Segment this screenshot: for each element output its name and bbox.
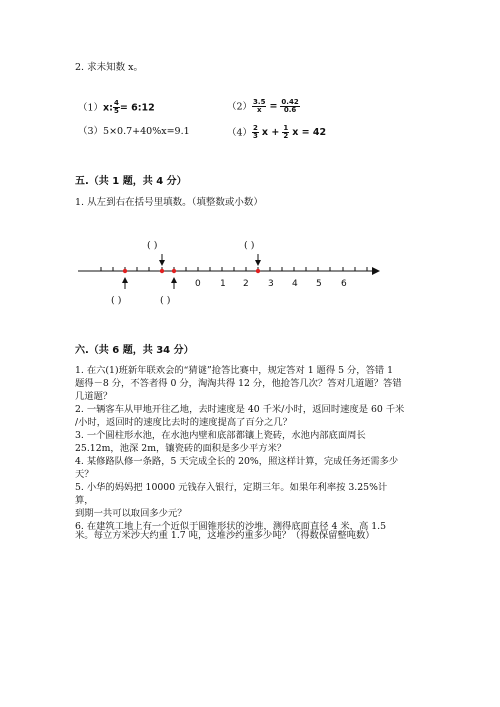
question-line: 题得－8 分，不答者得 0 分，淘淘共得 12 分，他抢答几次？答对几道题？答错 <box>75 378 402 389</box>
answer-blank[interactable]: ( ) <box>244 240 255 251</box>
answer-blank[interactable]: ( ) <box>147 240 158 251</box>
question-line: 天？ <box>75 469 94 480</box>
fraction-numerator: 0.42 <box>281 98 299 106</box>
equation-1-rhs: = 6:12 <box>119 102 155 114</box>
point-marker <box>160 269 164 273</box>
question-line: 2. 一辆客车从甲地开往乙地，去时速度是 40 千米/小时，返回时速度是 60 千米 <box>75 404 405 415</box>
point-marker <box>172 269 176 273</box>
question-line: 5. 小华的妈妈把 10000 元钱存入银行，定期三年。如果年利率按 3.25%计算， <box>75 482 388 506</box>
equals-sign: = <box>269 101 278 113</box>
number-line-arrow-icon <box>372 267 380 275</box>
fraction-numerator: 1 <box>283 124 289 132</box>
question-line: 6. 在建筑工地上有一个近似于圆锥形状的沙堆，测得底面直径 4 米，高 1.5 <box>75 521 387 532</box>
question-line: 25.12m，池深 2m，镶瓷砖的面积是多少平方米？ <box>75 443 287 454</box>
tick-label: 5 <box>316 279 322 289</box>
point-marker <box>123 269 127 273</box>
section-6-questions <box>75 364 405 533</box>
section-5-heading: 五.（共 1 题，共 4 分） <box>75 176 187 187</box>
question-line: 几道题？ <box>75 391 113 402</box>
tick-label: 4 <box>292 279 298 289</box>
fraction-denominator: 2 <box>283 132 289 141</box>
question-line: /小时，返回时的速度比去时的速度提高了百分之几？ <box>75 417 292 428</box>
equation-3-body: 5×0.7+40%x=9.1 <box>103 126 190 137</box>
equation-1-lhs: x: <box>103 102 113 114</box>
section-5-question-1: 1. 从左到右在括号里填数。（填整数或小数） <box>75 197 263 208</box>
tick-label: 3 <box>268 279 274 289</box>
answer-blank[interactable]: ( ) <box>111 295 122 306</box>
equation-4-rhs: x = 42 <box>292 127 327 139</box>
question-line: 到期一共可以取回多少元？ <box>75 508 187 519</box>
fraction-numerator: 4 <box>113 99 119 107</box>
tick-label: 2 <box>243 279 249 289</box>
question-line: 4. 某修路队修一条路，5 天完成全长的 20%，照这样计算，完成任务还需多少 <box>75 456 399 467</box>
equation-3-number: （3） <box>78 126 104 137</box>
fraction-denominator: x <box>256 106 262 115</box>
equation-2-number: （2） <box>227 101 253 113</box>
point-marker <box>256 269 260 273</box>
tick-label: 0 <box>195 279 201 289</box>
fraction-numerator: 3.5 <box>253 98 266 106</box>
question-line: 1. 在六(1)班新年联欢会的“猜谜”抢答比赛中，规定答对 1 题得 5 分，答错 1 <box>75 365 394 376</box>
fraction-denominator: 3 <box>253 132 258 141</box>
fraction-numerator: 2 <box>253 124 258 132</box>
equation-4-mid: x + <box>261 127 280 139</box>
question-line: 3. 一个圆柱形水池，在水池内壁和底部都镶上瓷砖，水池内部底面周长 <box>75 430 366 441</box>
equation-1-number: （1） <box>78 102 104 114</box>
section-6-heading: 六.（共 6 题，共 34 分） <box>75 345 194 356</box>
number-line-ticks <box>101 267 367 271</box>
tick-label: 6 <box>341 279 347 289</box>
question-line: 米。每立方米沙大约重 1.7 吨，这堆沙约重多少吨？（得数保留整吨数） <box>75 530 375 541</box>
answer-blank[interactable]: ( ) <box>160 295 171 306</box>
equation-4-number: （4） <box>227 127 253 139</box>
question-label: 2. 求未知数 x。 <box>75 62 143 73</box>
fraction-denominator: 0.6 <box>283 106 297 115</box>
tick-label: 1 <box>220 279 226 289</box>
fraction-denominator: 5 <box>113 107 119 116</box>
